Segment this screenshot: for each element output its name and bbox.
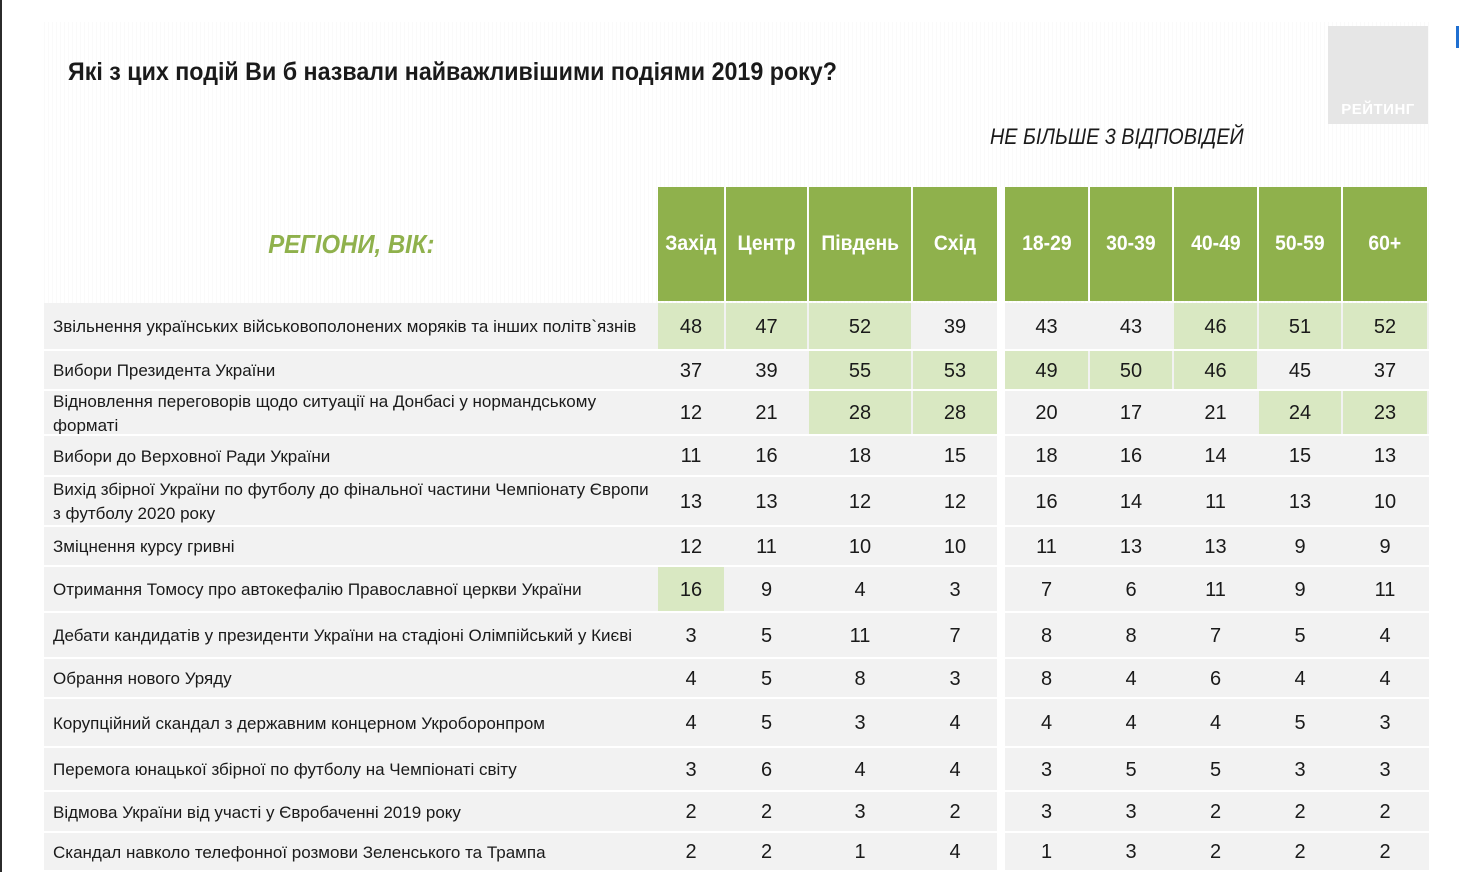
value-cell: 18 <box>848 445 872 467</box>
value-cell: 12 <box>943 490 967 513</box>
value-cell: 4 <box>949 841 961 863</box>
value-cell: 4 <box>1379 667 1391 690</box>
column-header-text: 50-59 <box>1275 232 1325 255</box>
value-cell: 52 <box>1343 303 1427 351</box>
row-label-text: Перемога юнацької збірної по футболу на Чемпіонаті світу <box>53 760 517 779</box>
value-cell: 15 <box>943 445 967 467</box>
column-header-8 <box>1343 187 1427 301</box>
value-cell: 3 <box>685 758 697 781</box>
page-title: Які з цих подій Ви б назвали найважливішими подіями 2019 року? <box>68 58 837 86</box>
value-cell: 13 <box>1204 535 1227 558</box>
column-header-7 <box>1259 187 1341 301</box>
value-cell: 3 <box>1125 801 1137 823</box>
column-header-text: 60+ <box>1368 232 1402 255</box>
value-cell: 3 <box>949 667 961 690</box>
value-cell: 4 <box>1040 712 1053 734</box>
row-label <box>53 303 658 351</box>
value-cell: 7 <box>949 624 961 647</box>
value-cell: 13 <box>1119 535 1143 558</box>
value-cell: 13 <box>679 490 703 513</box>
rating-logo <box>1328 26 1428 124</box>
value-cell: 13 <box>755 490 778 513</box>
window-frame-edge <box>0 0 2 872</box>
value-cell: 39 <box>755 359 778 382</box>
logo-text: РЕЙТИНГ <box>1341 101 1415 118</box>
value-cell: 4 <box>949 712 961 734</box>
value-cell: 39 <box>943 315 967 338</box>
value-cell: 9 <box>1379 535 1391 558</box>
value-cell: 10 <box>943 535 967 558</box>
row-label-text: Дебати кандидатів у президенти України на стадіоні Олімпійський у Києві <box>53 626 632 645</box>
table-row <box>44 527 1429 567</box>
value-cell: 5 <box>760 624 773 647</box>
value-cell: 4 <box>1379 624 1391 647</box>
value-cell: 5 <box>1294 624 1306 647</box>
value-cell: 2 <box>1379 801 1391 823</box>
value-cell: 2 <box>685 841 697 863</box>
column-header-5 <box>1090 187 1172 301</box>
value-cell: 3 <box>854 712 866 734</box>
value-cell: 6 <box>1209 667 1222 690</box>
value-cell: 5 <box>760 712 773 734</box>
value-cell: 46 <box>1174 351 1257 391</box>
column-header-text: 18-29 <box>1021 232 1072 255</box>
group-divider <box>997 187 1005 872</box>
value-cell: 53 <box>913 351 997 391</box>
value-cell: 8 <box>1125 624 1137 647</box>
value-cell: 3 <box>1125 841 1137 863</box>
value-cell: 8 <box>854 667 866 690</box>
table-row <box>44 477 1429 527</box>
value-cell: 7 <box>1209 624 1222 647</box>
value-cell: 23 <box>1343 391 1427 436</box>
value-cell: 7 <box>1040 578 1053 601</box>
value-cell: 8 <box>1040 667 1053 690</box>
value-cell: 16 <box>658 567 724 613</box>
value-cell: 6 <box>760 758 773 781</box>
value-cell: 5 <box>1294 712 1306 734</box>
value-cell: 11 <box>1374 578 1396 601</box>
value-cell: 4 <box>949 758 961 781</box>
value-cell: 3 <box>1294 758 1306 781</box>
column-header-text: Центр <box>737 232 796 255</box>
table-row <box>44 391 1429 436</box>
value-cell: 12 <box>679 402 703 424</box>
value-cell: 5 <box>1209 758 1222 781</box>
value-cell: 2 <box>1294 801 1306 823</box>
value-cell: 2 <box>949 801 961 823</box>
value-cell: 28 <box>913 391 997 436</box>
value-cell: 15 <box>1288 445 1312 467</box>
value-cell: 13 <box>1288 490 1312 513</box>
row-label <box>53 748 658 792</box>
table-row <box>44 613 1429 659</box>
value-cell: 24 <box>1259 391 1341 436</box>
value-cell: 2 <box>1209 841 1222 863</box>
value-cell: 9 <box>1294 535 1306 558</box>
row-label <box>53 436 658 477</box>
row-label-text: Вибори до Верховної Ради України <box>53 446 331 466</box>
table-row <box>44 792 1429 833</box>
value-cell: 4 <box>1294 667 1306 690</box>
value-cell: 3 <box>1040 801 1053 823</box>
column-header-2 <box>809 187 911 301</box>
value-cell: 3 <box>949 578 961 601</box>
value-cell: 10 <box>848 535 872 558</box>
table-row <box>44 833 1429 872</box>
value-cell: 50 <box>1090 351 1172 391</box>
value-cell: 47 <box>726 303 807 351</box>
row-label <box>53 351 658 391</box>
value-cell: 17 <box>1119 402 1143 424</box>
table-row <box>44 699 1429 748</box>
value-cell: 45 <box>1288 359 1312 382</box>
value-cell: 4 <box>1125 667 1137 690</box>
value-cell: 9 <box>1294 578 1306 601</box>
row-label-text: Звільнення українських військовополонених моряків та інших політв`язнів <box>53 317 637 336</box>
value-cell: 2 <box>685 801 697 823</box>
value-cell: 48 <box>658 303 724 351</box>
column-header-text: Південь <box>821 232 899 255</box>
value-cell: 13 <box>1373 445 1397 467</box>
row-label <box>53 792 658 833</box>
value-cell: 2 <box>760 801 773 823</box>
value-cell: 16 <box>1035 490 1058 513</box>
row-label-text: Отримання Томосу про автокефалію Православної церкви України <box>53 580 582 599</box>
column-header-0 <box>658 187 724 301</box>
row-label <box>53 613 658 659</box>
column-header-text: Схід <box>933 232 977 255</box>
value-cell: 4 <box>685 667 697 690</box>
value-cell: 10 <box>1373 490 1397 513</box>
row-label <box>53 699 658 748</box>
column-header-4 <box>1005 187 1088 301</box>
row-label-text: Скандал навколо телефонної розмови Зеленського та Трампа <box>53 842 546 862</box>
row-header-label-text: РЕГІОНИ, ВІК: <box>267 228 435 259</box>
value-cell: 4 <box>685 712 697 734</box>
value-cell: 12 <box>848 490 872 513</box>
row-label <box>53 833 658 872</box>
value-cell: 20 <box>1035 402 1058 424</box>
value-cell: 11 <box>756 535 777 558</box>
value-cell: 51 <box>1259 303 1341 351</box>
column-header-text: Захід <box>665 232 717 255</box>
row-label-text: Корупційний скандал з державним концерном Укроборонпром <box>53 713 545 733</box>
table-row <box>44 303 1429 351</box>
value-cell: 43 <box>1035 315 1058 338</box>
table-row <box>44 351 1429 391</box>
value-cell: 14 <box>1119 490 1143 513</box>
value-cell: 2 <box>1379 841 1391 863</box>
value-cell: 11 <box>680 445 702 467</box>
row-label-text: Зміцнення курсу гривні <box>53 537 235 556</box>
value-cell: 4 <box>854 578 866 601</box>
value-cell: 55 <box>809 351 911 391</box>
value-cell: 1 <box>854 841 866 863</box>
value-cell: 52 <box>809 303 911 351</box>
value-cell: 28 <box>809 391 911 436</box>
row-label <box>53 477 658 527</box>
value-cell: 2 <box>1209 801 1222 823</box>
value-cell: 14 <box>1204 445 1227 467</box>
value-cell: 12 <box>679 535 703 558</box>
value-cell: 18 <box>1035 445 1058 467</box>
value-cell: 2 <box>760 841 773 863</box>
table-row <box>44 659 1429 699</box>
value-cell: 49 <box>1005 351 1088 391</box>
row-label-text: Вихід збірної України по футболу до фінальної частини Чемпіонату Європи з футболу 2020 року <box>53 480 649 523</box>
value-cell: 5 <box>1125 758 1137 781</box>
value-cell: 21 <box>1204 402 1227 424</box>
row-label <box>53 659 658 699</box>
value-cell: 4 <box>1125 712 1137 734</box>
row-label <box>53 527 658 567</box>
value-cell: 11 <box>1205 490 1226 513</box>
column-header-6 <box>1174 187 1257 301</box>
value-cell: 11 <box>1036 535 1057 558</box>
value-cell: 11 <box>849 624 871 647</box>
value-cell: 37 <box>679 359 703 382</box>
row-label <box>53 391 658 436</box>
value-cell: 46 <box>1174 303 1257 351</box>
value-cell: 5 <box>760 667 773 690</box>
row-label-text: Відмова України від участі у Євробаченні 2019 року <box>53 802 461 822</box>
value-cell: 37 <box>1373 359 1397 382</box>
value-cell: 3 <box>1379 712 1391 734</box>
column-header-text: 40-49 <box>1190 232 1241 255</box>
value-cell: 3 <box>1040 758 1053 781</box>
value-cell: 3 <box>685 624 697 647</box>
row-label-text: Відновлення переговорів щодо ситуації на Донбасі у нормандському форматі <box>53 391 597 435</box>
column-header-text: 30-39 <box>1106 232 1156 255</box>
table-row <box>44 748 1429 792</box>
column-header-1 <box>726 187 807 301</box>
subtitle: НЕ БІЛЬШЕ 3 ВІДПОВІДЕЙ <box>990 124 1244 149</box>
value-cell: 3 <box>1379 758 1391 781</box>
value-cell: 16 <box>755 445 778 467</box>
value-cell: 6 <box>1125 578 1137 601</box>
value-cell: 2 <box>1294 841 1306 863</box>
column-header-3 <box>913 187 997 301</box>
value-cell: 16 <box>1119 445 1143 467</box>
row-label <box>53 567 658 613</box>
value-cell: 9 <box>760 578 773 601</box>
scrollbar-marker <box>1456 26 1459 48</box>
row-header-label <box>44 187 658 301</box>
table-row <box>44 567 1429 613</box>
value-cell: 8 <box>1040 624 1053 647</box>
row-label-text: Обрання нового Уряду <box>53 669 232 688</box>
value-cell: 11 <box>1205 578 1226 601</box>
value-cell: 4 <box>1209 712 1222 734</box>
value-cell: 3 <box>854 801 866 823</box>
table-row <box>44 436 1429 477</box>
value-cell: 4 <box>854 758 866 781</box>
value-cell: 21 <box>755 402 778 424</box>
value-cell: 43 <box>1119 315 1143 338</box>
row-label-text: Вибори Президента України <box>53 361 276 380</box>
value-cell: 1 <box>1040 841 1053 863</box>
